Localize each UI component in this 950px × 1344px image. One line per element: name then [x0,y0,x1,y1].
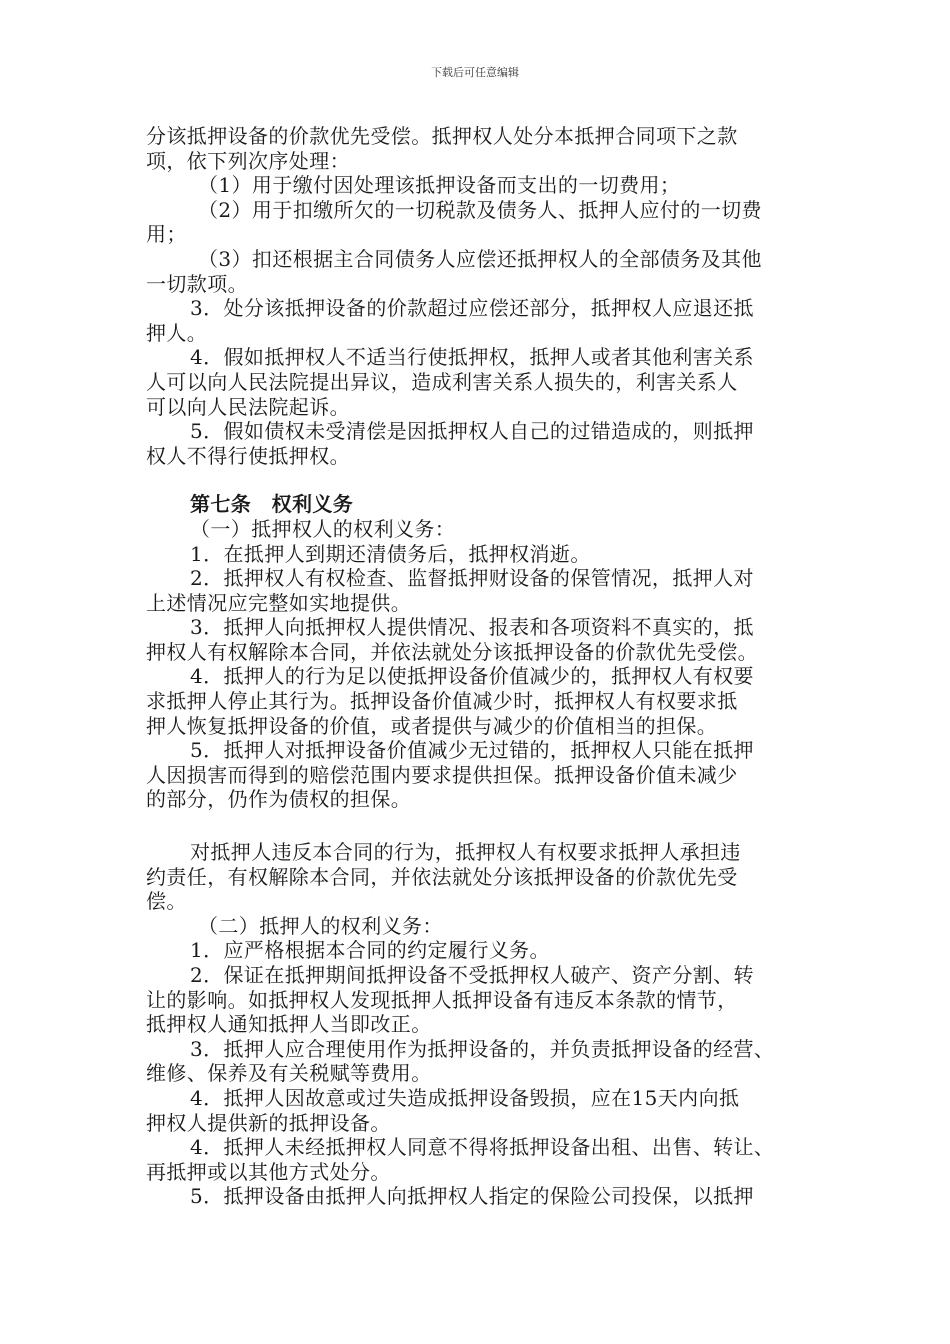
paragraph-line: 求抵押人停止其行为。抵押设备价值减少时，抵押权人有权要求抵 [146,689,738,714]
paragraph-line: （3）扣还根据主合同债务人应偿还抵押权人的全部债务及其他 [198,246,762,271]
paragraph-line: 3．处分该抵押设备的价款超过应偿还部分，抵押权人应退还抵 [190,296,754,321]
paragraph-line: 5．抵押人对抵押设备价值减少无过错的，抵押权人只能在抵押 [190,738,754,763]
paragraph-line: 让的影响。如抵押权人发现抵押人抵押设备有违反本条款的情节， [146,987,738,1012]
paragraph-line: （2）用于扣缴所欠的一切税款及债务人、抵押人应付的一切费 [198,197,762,222]
paragraph-line: 分该抵押设备的价款优先受偿。抵押权人处分本抵押合同项下之款 [146,124,738,148]
paragraph-line: 3．抵押人应合理使用作为抵押设备的，并负责抵押设备的经营、 [190,1036,775,1061]
paragraph-line: 上述情况应完整如实地提供。 [146,590,412,615]
subsection-heading: （二）抵押人的权利义务： [198,913,443,938]
paragraph-line: 项，依下列次序处理： [146,148,350,173]
paragraph-line: 2．抵押权人有权检查、监督抵押财设备的保管情况，抵押人对 [190,566,754,591]
paragraph-line: 约责任，有权解除本合同，并依法就处分该抵押设备的价款优先受 [146,864,738,889]
paragraph-line: 可以向人民法院起诉。 [146,394,350,419]
paragraph-line: 押人恢复抵押设备的价值，或者提供与减少的价值相当的担保。 [146,713,718,738]
paragraph-line: 押权人提供新的抵押设备。 [146,1110,391,1135]
paragraph-line: 3．抵押人向抵押权人提供情况、报表和各项资料不真实的，抵 [190,615,754,640]
paragraph-line: 押权人有权解除本合同，并依法就处分该抵押设备的价款优先受偿。 [146,639,758,664]
page-header: 下载后可任意编辑 [431,66,519,79]
paragraph-line: 再抵押或以其他方式处分。 [146,1159,391,1184]
paragraph-line: 押人。 [146,320,208,345]
paragraph-line: 5．抵押设备由抵押人向抵押权人指定的保险公司投保，以抵押 [190,1184,754,1209]
paragraph-line: 的部分，仍作为债权的担保。 [146,787,412,812]
paragraph-line: 1．在抵押人到期还清债务后，抵押权消逝。 [190,541,591,566]
paragraph-line: 一切款项。 [146,271,248,296]
paragraph-line: 4．抵押人未经抵押权人同意不得将抵押设备出租、出售、转让、 [190,1135,775,1160]
paragraph-line: 4．抵押人因故意或过失造成抵押设备毁损，应在15天内向抵 [190,1085,740,1110]
paragraph-line: 偿。 [146,889,187,914]
paragraph-line: 5．假如债权未受清偿是因抵押权人自己的过错造成的，则抵押 [190,419,754,444]
paragraph-line: 用； [146,222,187,247]
paragraph-line: 4．假如抵押权人不适当行使抵押权，抵押人或者其他利害关系 [190,345,754,370]
paragraph-line: 对抵押人违反本合同的行为，抵押权人有权要求抵押人承担违 [190,840,741,865]
document-body [146,124,818,1209]
paragraph-line: 人可以向人民法院提出异议，造成利害关系人损失的，利害关系人 [146,369,738,394]
paragraph-line: 抵押权人通知抵押人当即改正。 [146,1012,432,1037]
paragraph-line: （1）用于缴付因处理该抵押设备而支出的一切费用； [198,173,681,198]
section-heading: 第七条 权利义务 [190,492,354,517]
paragraph-line: 权人不得行使抵押权。 [146,443,350,468]
subsection-heading: （一）抵押权人的权利义务： [190,516,456,541]
paragraph-line: 4．抵押人的行为足以使抵押设备价值减少的，抵押权人有权要 [190,664,754,689]
paragraph-line: 1．应严格根据本合同的约定履行义务。 [190,938,550,963]
paragraph-line: 2．保证在抵押期间抵押设备不受抵押权人破产、资产分割、转 [190,963,754,987]
paragraph-line: 人因损害而得到的赔偿范围内要求提供担保。抵押设备价值未减少 [146,762,738,787]
paragraph-line: 维修、保养及有关税赋等费用。 [146,1061,432,1086]
